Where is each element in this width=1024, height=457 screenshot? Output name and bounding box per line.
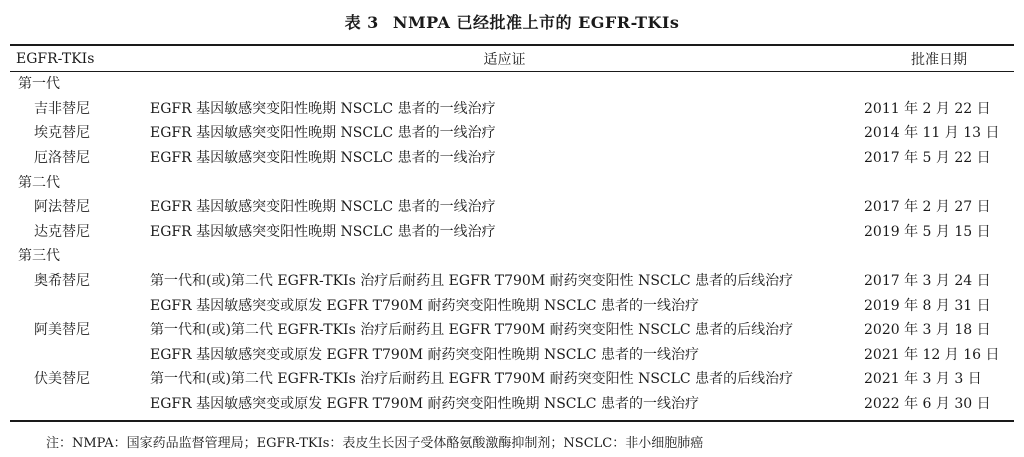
approval-date: 2019 年 8 月 31 日 [864,297,991,314]
approval-date: 2020 年 3 月 18 日 [864,322,991,339]
group-row [10,169,1014,194]
indication-cell: 第一代和(或)第二代 EGFR-TKIs 治疗后耐药且 EGFR T790M 耐药突变阳性 NSCLC 患者的后线治疗 [150,273,794,290]
table-row [10,194,1014,219]
header-date: 批准日期 [911,51,967,68]
indication-cell: EGFR 基因敏感突变或原发 EGFR T790M 耐药突变阳性晚期 NSCLC 患者的一线治疗 [150,396,699,413]
table-header [10,46,1014,71]
indication-cell: EGFR 基因敏感突变阳性晚期 NSCLC 患者的一线治疗 [150,150,496,167]
header-drug: EGFR-TKIs [16,50,95,67]
egfr-tki-table [10,46,1014,415]
drug-name: 阿美替尼 [34,322,90,339]
approval-date: 2017 年 2 月 27 日 [864,199,991,216]
approval-date: 2014 年 11 月 13 日 [864,125,1000,142]
group-label: 第三代 [18,248,60,265]
drug-name: 伏美替尼 [34,371,90,388]
table-row [10,268,1014,293]
drug-name: 阿法替尼 [34,199,90,216]
table-footnote: 注：NMPA：国家药品监督管理局；EGFR-TKIs：表皮生长因子受体酪氨酸激酶抑制剂；NSCLC：非小细胞肺癌 [46,436,704,451]
table-row [10,96,1014,121]
drug-name: 达克替尼 [34,223,90,240]
table-row [10,317,1014,342]
indication-cell: EGFR 基因敏感突变阳性晚期 NSCLC 患者的一线治疗 [150,100,496,117]
table-row [10,120,1014,145]
drug-name: 奥希替尼 [34,273,90,290]
table-row [10,292,1014,317]
indication-cell: EGFR 基因敏感突变阳性晚期 NSCLC 患者的一线治疗 [150,199,496,216]
table-row [10,342,1014,367]
group-row [10,243,1014,268]
indication-cell: EGFR 基因敏感突变或原发 EGFR T790M 耐药突变阳性晚期 NSCLC 患者的一线治疗 [150,346,699,363]
group-label: 第一代 [18,76,60,93]
approval-date: 2019 年 5 月 15 日 [864,223,991,240]
table-title: NMPA 已经批准上市的 EGFR-TKIs [392,13,680,32]
indication-cell: 第一代和(或)第二代 EGFR-TKIs 治疗后耐药且 EGFR T790M 耐药突变阳性 NSCLC 患者的后线治疗 [150,322,794,339]
bottom-rule [10,420,1014,422]
drug-name: 吉非替尼 [34,100,90,117]
indication-cell: 第一代和(或)第二代 EGFR-TKIs 治疗后耐药且 EGFR T790M 耐药突变阳性 NSCLC 患者的后线治疗 [150,371,794,388]
group-label: 第二代 [18,174,60,191]
approval-date: 2021 年 12 月 16 日 [864,346,1000,363]
indication-cell: EGFR 基因敏感突变阳性晚期 NSCLC 患者的一线治疗 [150,125,496,142]
table-row [10,391,1014,416]
drug-name: 厄洛替尼 [34,150,90,167]
approval-date: 2021 年 3 月 3 日 [864,371,982,388]
table-caption [0,10,1024,33]
table-row [10,219,1014,244]
group-row [10,71,1014,96]
approval-date: 2022 年 6 月 30 日 [864,396,991,413]
table-number: 表 3 [344,13,379,32]
approval-date: 2017 年 5 月 22 日 [864,150,991,167]
approval-date: 2011 年 2 月 22 日 [864,100,991,117]
header-indication: 适应证 [483,51,526,68]
table-row [10,366,1014,391]
indication-cell: EGFR 基因敏感突变或原发 EGFR T790M 耐药突变阳性晚期 NSCLC 患者的一线治疗 [150,297,699,314]
table-row [10,145,1014,170]
approval-date: 2017 年 3 月 24 日 [864,273,991,290]
drug-name: 埃克替尼 [34,125,90,142]
table-body [10,71,1014,415]
header-row [10,46,1014,71]
indication-cell: EGFR 基因敏感突变阳性晚期 NSCLC 患者的一线治疗 [150,223,496,240]
